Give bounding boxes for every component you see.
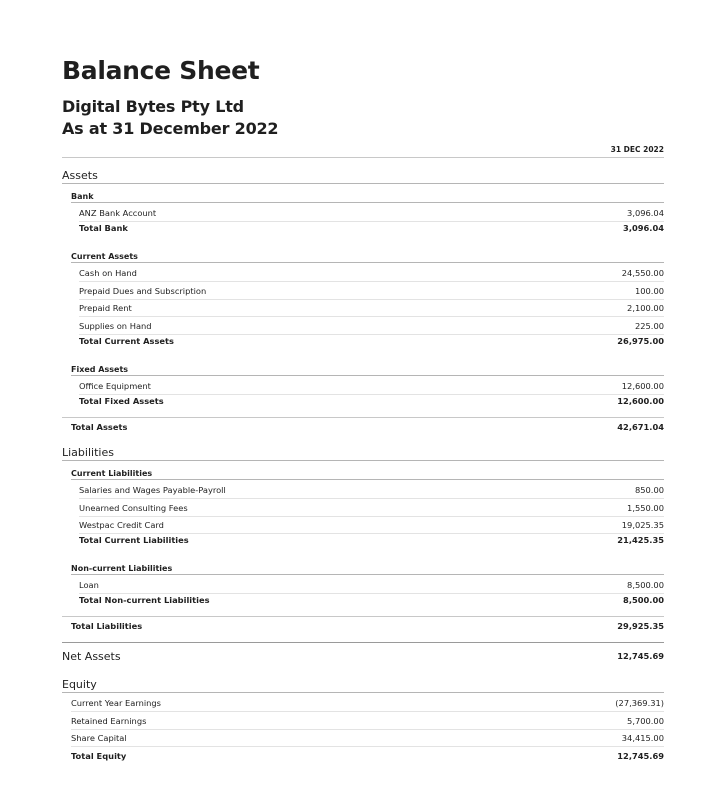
group-fixed-assets: Fixed Assets <box>71 365 664 376</box>
report-period: As at 31 December 2022 <box>62 119 279 138</box>
table-row: Share Capital 34,415.00 <box>71 729 664 747</box>
report-title: Balance Sheet <box>62 56 260 85</box>
section-assets: Assets <box>62 169 664 184</box>
total-row-bank: Total Bank 3,096.04 <box>79 222 664 233</box>
section-equity: Equity <box>62 678 664 693</box>
total-row-current-liabilities: Total Current Liabilities 21,425.35 <box>79 534 664 545</box>
net-assets-row: Net Assets 12,745.69 <box>62 649 664 663</box>
group-noncurrent-liabilities: Non-current Liabilities <box>71 564 664 575</box>
total-row-fixed-assets: Total Fixed Assets 12,600.00 <box>79 395 664 406</box>
table-row: Cash on Hand 24,550.00 <box>79 264 664 282</box>
table-row: Office Equipment 12,600.00 <box>79 377 664 395</box>
table-row: Supplies on Hand 225.00 <box>79 317 664 335</box>
total-row-current-assets: Total Current Assets 26,975.00 <box>79 335 664 346</box>
table-row: Westpac Credit Card 19,025.35 <box>79 516 664 534</box>
table-row: Retained Earnings 5,700.00 <box>71 712 664 730</box>
table-row: Prepaid Rent 2,100.00 <box>79 299 664 317</box>
column-header-date: 31 DEC 2022 <box>610 145 664 154</box>
group-bank: Bank <box>71 192 664 203</box>
table-row: Current Year Earnings (27,369.31) <box>71 694 664 712</box>
header-divider <box>62 157 664 158</box>
group-current-liabilities: Current Liabilities <box>71 469 664 480</box>
group-current-assets: Current Assets <box>71 252 664 263</box>
table-row: ANZ Bank Account 3,096.04 <box>79 204 664 222</box>
total-row-equity: Total Equity 12,745.69 <box>71 750 664 761</box>
table-row: Unearned Consulting Fees 1,550.00 <box>79 499 664 517</box>
total-row-assets: Total Assets 42,671.04 <box>71 421 664 432</box>
table-row: Prepaid Dues and Subscription 100.00 <box>79 282 664 300</box>
section-liabilities: Liabilities <box>62 446 664 461</box>
table-row: Salaries and Wages Payable-Payroll 850.00 <box>79 481 664 499</box>
divider <box>62 642 664 643</box>
table-row: Loan 8,500.00 <box>79 576 664 594</box>
total-row-noncurrent-liabilities: Total Non-current Liabilities 8,500.00 <box>79 594 664 605</box>
total-row-liabilities: Total Liabilities 29,925.35 <box>71 620 664 631</box>
company-name: Digital Bytes Pty Ltd <box>62 97 244 116</box>
